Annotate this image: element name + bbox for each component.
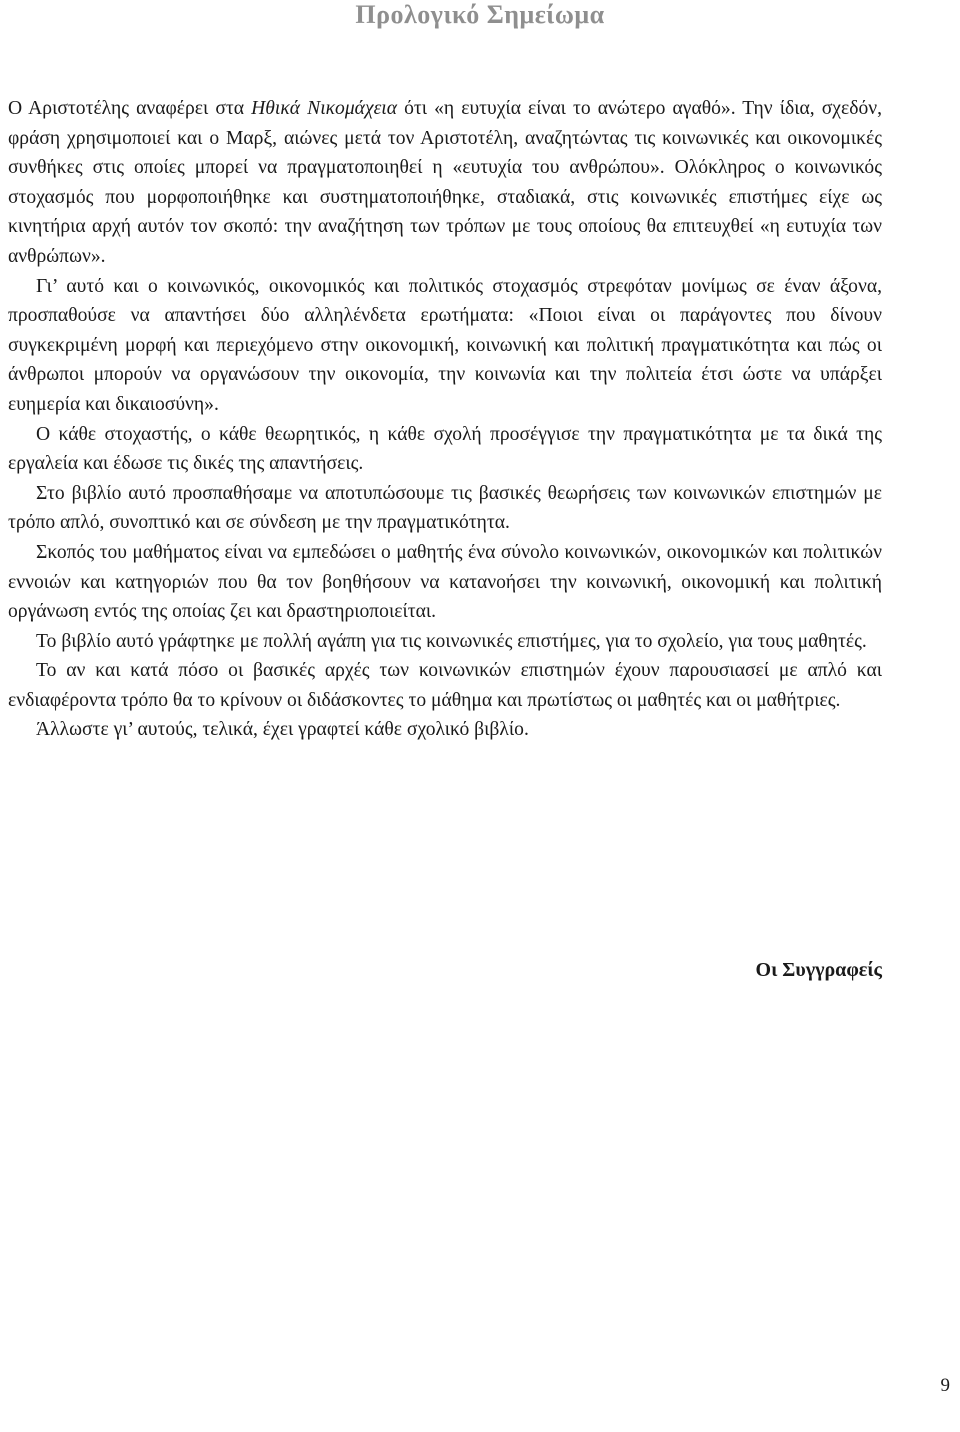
paragraph: Άλλωστε γι’ αυτούς, τελικά, έχει γραφτεί κάθε σχολικό βιβλίο.: [36, 719, 529, 741]
paragraph: Το βιβλίο αυτό γράφτηκε με πολλή αγάπη για τις κοινωνικές επιστήμες, για το σχολείο, για τους μαθητές.: [36, 630, 867, 652]
paragraph-text: ότι «η ευτυχία είναι το ανώτερο αγαθό». Την ίδια, σχεδόν, φράση χρησιμοποιεί και ο Μαρξ, αιώνες μετά τον Αριστοτέλη, αναζητώντας τις κοινωνικές και οικονομικές συνθήκες στις οποίες μπορεί να πραγματοποιηθεί η «ευτυχία του ανθρώπου». Ολόκληρος ο κοινωνικός στοχασμός που μορφοποιήθηκε και συστηματοποιήθηκε, σταδιακά, στις κοινωνικές επιστήμες είχε ως κινητήρια αρχή αυτόν τον σκοπό: την αναζήτηση των τρόπων με τους οποίους θα επιτευχθεί «η ευτυχία των ανθρώπων».: [8, 98, 883, 267]
paragraph: [8, 94, 882, 272]
signature: Οι Συγγραφείς: [755, 959, 882, 981]
paragraph: Στο βιβλίο αυτό προσπαθήσαμε να αποτυπώσουμε τις βασικές θεωρήσεις των κοινωνικών επιστημών με τρόπο απλό, συνοπτικό και σε σύνδεση με την πραγματικότητα.: [8, 482, 882, 534]
paragraph: Το αν και κατά πόσο οι βασικές αρχές των κοινωνικών επιστημών έχουν παρουσιασεί με απλό και ενδιαφέροντα τρόπο θα το κρίνουν οι διδάσκοντες το μάθημα και πρωτίστως οι μαθητές και οι μαθήτριες.: [8, 660, 882, 711]
paragraph: Ο κάθε στοχαστής, ο κάθε θεωρητικός, η κάθε σχολή προσέγγισε την πραγματικότητα με τα δικά της εργαλεία και έδωσε τις δικές της απαντήσεις.: [8, 423, 882, 475]
page-title: Προλογικό Σημείωμα: [355, 0, 605, 29]
page-number: 9: [940, 1375, 950, 1396]
paragraph: Σκοπός του μαθήματος είναι να εμπεδώσει ο μαθητής ένα σύνολο κοινωνικών, οικονομικών και πολιτικών εννοιών και κατηγοριών που θα τον βοηθήσουν να κατανοήσει την κοινωνική, οικονομική και πολιτική οργάνωση εντός της οποίας ζει και δραστηριοποιείται.: [8, 541, 882, 623]
paragraph: Γι’ αυτό και ο κοινωνικός, οικονομικός και πολιτικός στοχασμός στρεφόταν μονίμως σε έναν άξονα, προσπαθούσε να απαντήσει δύο αλληλένδετα ερωτήματα: «Ποιοι είναι οι παράγοντες που δίνουν συγκεκριμένη μορφή και περιεχόμενο στην οικονομική, κοινωνική και πολιτική πραγματικότητα και πώς οι άνθρωποι μπορούν να οργανώσουν την οικονομία, την κοινωνία και την πολιτεία έτσι ώστε να υπάρξει ευημερία και δικαιοσύνη».: [8, 275, 882, 415]
body-text: [8, 94, 882, 745]
paragraph-text: Ο Αριστοτέλης αναφέρει στα: [8, 98, 252, 119]
book-title-italic: Ηθικά Νικομάχεια: [251, 98, 398, 119]
